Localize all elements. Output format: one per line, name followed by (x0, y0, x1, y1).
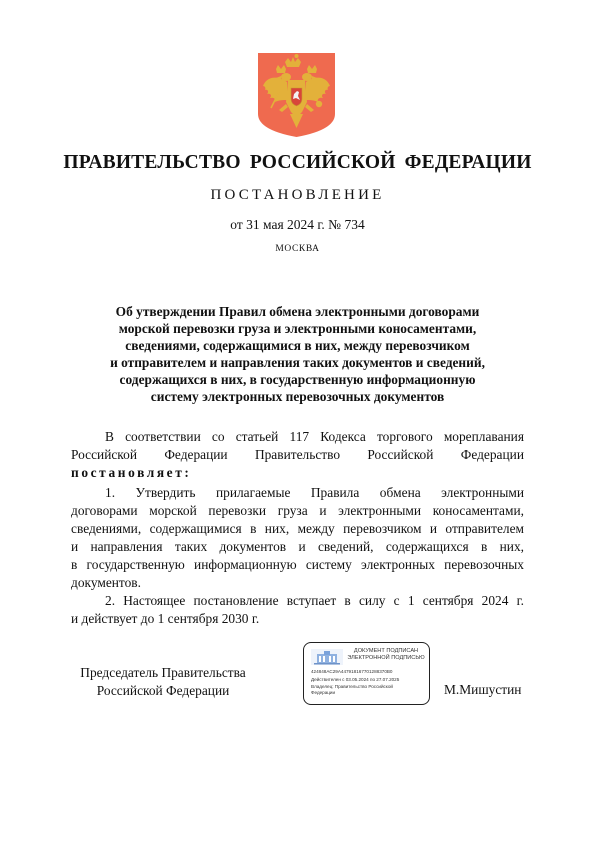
signer-position-line: Российской Федерации (96, 683, 230, 698)
decrees-word: постановляет: (71, 465, 192, 480)
paragraph-line: документов. (71, 575, 141, 590)
heading-line: и отправителем и направления таких документов и сведений, (110, 355, 485, 370)
paragraph-line: в государственную информационную систему электронных перевозочных (71, 557, 524, 572)
electronic-signature-stamp (303, 642, 430, 705)
stamp-validity: Действителен с 03.05.2024 по 27.07.2025 (311, 677, 400, 682)
stamp-title-line: ДОКУМЕНТ ПОДПИСАН (353, 648, 419, 654)
paragraph-line: и направления таких документов и сведений, содержащихся в них, (71, 539, 524, 554)
document-heading (60, 303, 535, 405)
paragraph-line: Российской Федерации Правительство Российской Федерации (71, 447, 524, 462)
signer-name: М.Мишустин (444, 682, 522, 697)
document-type: ПОСТАНОВЛЕНИЕ (210, 187, 385, 203)
stamp-title (344, 648, 428, 662)
heading-line: Об утверждении Правил обмена электронными договорами (115, 304, 480, 319)
paragraph-line: В соответствии со статьей 117 Кодекса торгового мореплавания (105, 429, 524, 444)
stamp-title-line: ЭЛЕКТРОННОЙ ПОДПИСЬЮ (347, 655, 425, 661)
paragraph-line: 1. Утвердить прилагаемые Правила обмена электронными (105, 485, 524, 500)
heading-line: систему электронных перевозочных документов (150, 389, 445, 404)
stamp-certificate: 424848AC29A447918167701288370B0 (311, 669, 393, 674)
item-1-paragraph (71, 484, 524, 592)
signer-position (68, 664, 258, 700)
preamble-paragraph (71, 428, 524, 482)
paragraph-line: договорами морской перевозки груза и электронными коносаментами, (71, 503, 524, 518)
heading-line: сведениями, содержащимися в них, между перевозчиком (125, 338, 470, 353)
paragraph-line: 2. Настоящее постановление вступает в силу с 1 сентября 2024 г. (105, 593, 524, 608)
paragraph-line: сведениями, содержащимися в них, между перевозчиком и отправителем (71, 521, 524, 536)
stamp-owner: Федерации (311, 690, 336, 695)
document-date-number: от 31 мая 2024 г. № 734 (230, 217, 365, 232)
government-title: ПРАВИТЕЛЬСТВО РОССИЙСКОЙ ФЕДЕРАЦИИ (63, 152, 532, 173)
item-2-paragraph (71, 592, 524, 628)
document-city: МОСКВА (275, 244, 320, 254)
paragraph-line: и действует до 1 сентября 2030 г. (71, 611, 260, 626)
heading-line: морской перевозки груза и электронными коносаментами, (118, 321, 477, 336)
coat-of-arms-icon (257, 52, 336, 138)
stamp-owner: Владелец: Правительство Российской (311, 684, 393, 689)
signer-position-line: Председатель Правительства (80, 665, 246, 680)
government-building-icon (311, 649, 343, 665)
heading-line: содержащихся в них, в государственную информационную (119, 372, 476, 387)
